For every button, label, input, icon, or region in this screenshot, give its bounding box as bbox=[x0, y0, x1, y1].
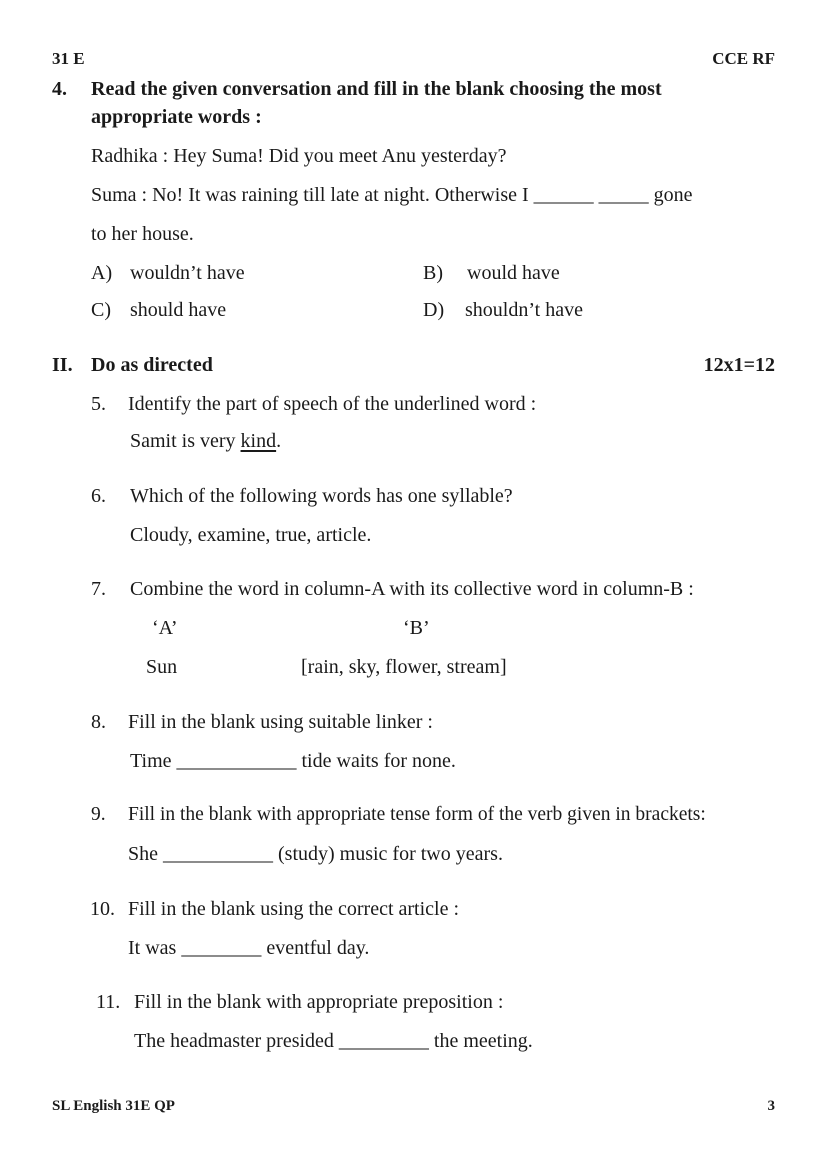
q7-column-b-value: [rain, sky, flower, stream] bbox=[301, 656, 507, 678]
q11-number: 11. bbox=[96, 991, 121, 1013]
q5-text: Identify the part of speech of the underlined word : bbox=[128, 393, 537, 415]
q4-instruction-line1: Read the given conversation and fill in the blank choosing the most bbox=[91, 78, 662, 100]
q4-option-c-label: C) bbox=[91, 299, 111, 321]
q5-sentence-after: . bbox=[276, 430, 282, 452]
q10-sentence: It was ________ eventful day. bbox=[128, 937, 370, 959]
q5-sentence-before: Samit is very bbox=[130, 430, 241, 452]
q4-option-a-label: A) bbox=[91, 262, 113, 284]
q4-option-d-label: D) bbox=[423, 299, 445, 321]
q4-number: 4. bbox=[52, 78, 67, 100]
q4-dialogue-line2: Suma : No! It was raining till late at night. Otherwise I ______ _____ gone bbox=[91, 184, 693, 206]
q4-option-a-text: wouldn’t have bbox=[130, 262, 245, 284]
q8-text: Fill in the blank using suitable linker : bbox=[128, 711, 433, 733]
q6-number: 6. bbox=[91, 485, 106, 507]
q7-text: Combine the word in column-A with its collective word in column-B : bbox=[130, 578, 694, 600]
q8-number: 8. bbox=[91, 711, 106, 733]
q5-number: 5. bbox=[91, 393, 106, 415]
q4-option-c-text: should have bbox=[130, 299, 227, 321]
q7-number: 7. bbox=[91, 578, 106, 600]
q11-sentence: The headmaster presided _________ the meeting. bbox=[134, 1030, 533, 1052]
q7-column-a-value: Sun bbox=[146, 656, 178, 678]
q10-number: 10. bbox=[90, 898, 115, 920]
footer-document-code: SL English 31E QP bbox=[52, 1098, 175, 1114]
q9-text: Fill in the blank with appropriate tense form of the verb given in brackets: bbox=[128, 804, 706, 825]
q4-dialogue-line1: Radhika : Hey Suma! Did you meet Anu yesterday? bbox=[91, 145, 507, 167]
q4-instruction-line2: appropriate words : bbox=[91, 106, 262, 128]
q5-underlined-word: kind bbox=[240, 430, 277, 452]
q6-text: Which of the following words has one syllable? bbox=[130, 485, 513, 507]
q8-sentence: Time ____________ tide waits for none. bbox=[130, 750, 456, 772]
q9-number: 9. bbox=[91, 804, 106, 825]
q4-option-d-text: shouldn’t have bbox=[465, 299, 583, 321]
q7-column-b-header: ‘B’ bbox=[403, 617, 430, 639]
q9-sentence: She ___________ (study) music for two years. bbox=[128, 843, 503, 865]
q6-answer-line: Cloudy, examine, true, article. bbox=[130, 524, 372, 546]
footer-page-number: 3 bbox=[767, 1098, 775, 1114]
section-marks: 12x1=12 bbox=[703, 354, 775, 376]
section-roman-numeral: II. bbox=[52, 354, 73, 376]
q10-text: Fill in the blank using the correct article : bbox=[128, 898, 460, 920]
q4-option-b-label: B) bbox=[423, 262, 443, 284]
q11-text: Fill in the blank with appropriate preposition : bbox=[134, 991, 504, 1013]
header-right-code: CCE RF bbox=[712, 49, 775, 68]
q7-column-a-header: ‘A’ bbox=[152, 617, 178, 639]
q5-sentence bbox=[130, 430, 281, 453]
q4-dialogue-line3: to her house. bbox=[91, 223, 194, 245]
q4-option-b-text: would have bbox=[467, 262, 560, 284]
section-title: Do as directed bbox=[91, 354, 213, 376]
header-left-code: 31 E bbox=[52, 49, 85, 68]
